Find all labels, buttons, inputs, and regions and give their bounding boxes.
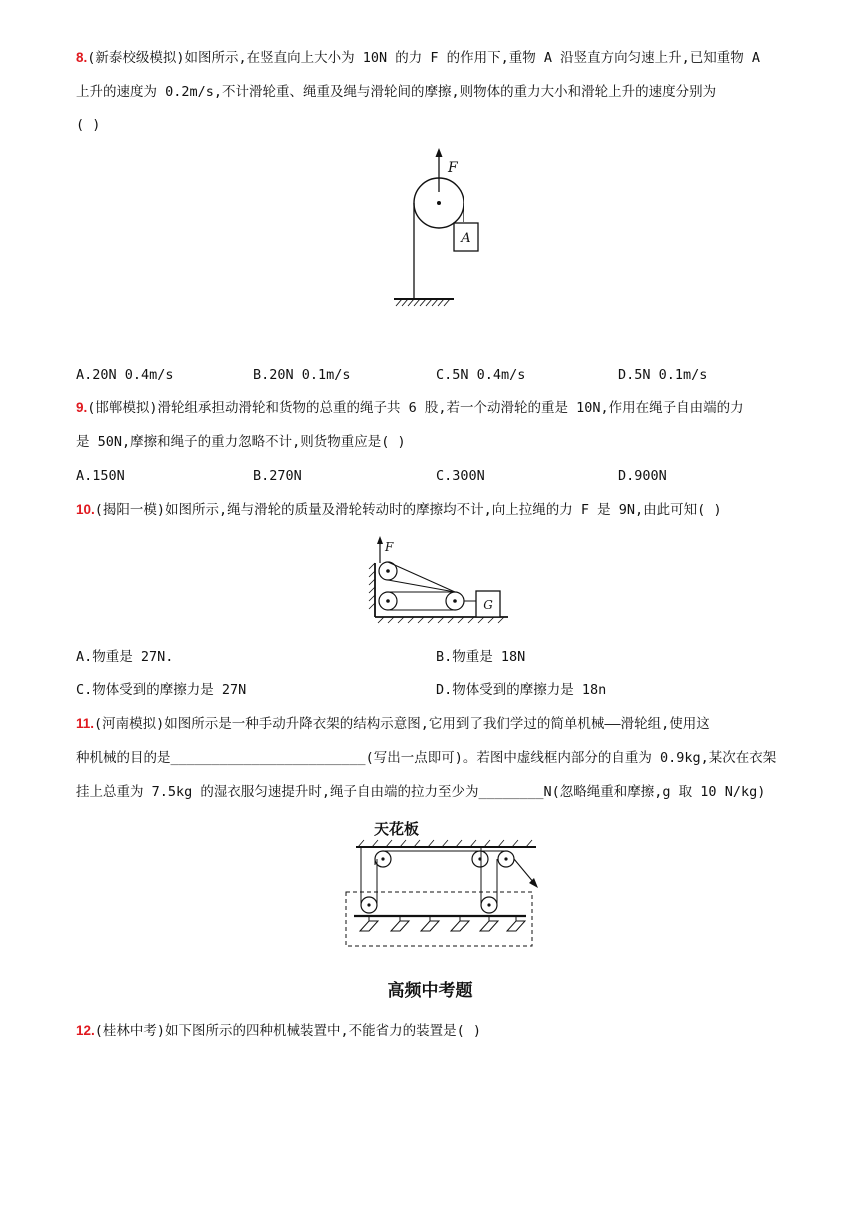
q11-clothes-rack-figure	[336, 815, 548, 957]
q12-text-1: (桂林中考)如下图所示的四种机械装置中,不能省力的装置是( )	[94, 1023, 482, 1039]
q9-text-1: (邯郸模拟)滑轮组承担动滑轮和货物的总重的绳子共 6 股,若一个动滑轮的重是 10N,作用在绳子自由端的力	[87, 400, 744, 416]
q10-line-1	[76, 500, 722, 520]
fixed-pulley-1-axle	[381, 857, 384, 860]
fixed-pulley-3-axle	[504, 857, 507, 860]
movable-pulley-axle	[453, 599, 457, 603]
q9-number: 9.	[76, 400, 88, 415]
rope-2	[388, 580, 455, 592]
free-end-rope	[514, 859, 534, 883]
block-label: G	[483, 598, 493, 612]
force-arrowhead	[377, 536, 383, 544]
upper-pulley-axle	[386, 569, 390, 573]
q8-number: 8.	[76, 50, 88, 65]
q9-option-d: D.900N	[618, 468, 667, 484]
q8-option-d: D.5N 0.1m/s	[618, 367, 708, 383]
q10-pulley-figure	[368, 533, 513, 629]
q10-option-a: A.物重是 27N.	[76, 649, 174, 665]
q8-text-1: (新泰校级模拟)如图所示,在竖直向上大小为 10N 的力 F 的作用下,重物 A 沿竖直方向匀速上升,已知重物 A	[87, 50, 761, 66]
dashed-frame	[346, 892, 532, 946]
q8-line-1	[76, 48, 760, 68]
q9-line-2: 是 50N,摩擦和绳子的重力忽略不计,则货物重应是( )	[76, 434, 406, 450]
floor-hatching	[378, 617, 504, 623]
rope-1	[388, 562, 455, 592]
force-label: F	[448, 160, 458, 176]
force-arrowhead	[436, 148, 443, 157]
q8-option-a: A.20N 0.4m/s	[76, 367, 174, 383]
q10-option-d: D.物体受到的摩擦力是 18n	[436, 682, 607, 698]
ceiling-label: 天花板	[374, 820, 420, 838]
q9-option-a: A.150N	[76, 468, 125, 484]
q8-option-b: B.20N 0.1m/s	[253, 367, 351, 383]
block-label: A	[461, 231, 471, 246]
movable-pulley-2-axle	[487, 903, 490, 906]
lower-pulley-axle	[386, 599, 390, 603]
q11-number: 11.	[76, 716, 95, 731]
q12-line-1	[76, 1021, 481, 1041]
pulley-axle	[437, 201, 441, 205]
q11-line-2: 种机械的目的是________________________(写出一点即可)。若图中虚线框内部分的自重为 0.9kg,某次在衣架	[76, 750, 777, 766]
section-heading: 高频中考题	[387, 981, 473, 1001]
free-end-arrowhead	[529, 878, 538, 888]
q10-option-b: B.物重是 18N	[436, 649, 526, 665]
ceiling-hatching	[358, 840, 532, 847]
force-label: F	[385, 540, 394, 554]
q10-number: 10.	[76, 502, 95, 517]
ground-hatching	[396, 299, 450, 306]
q11-line-3: 挂上总重为 7.5kg 的湿衣服匀速提升时,绳子自由端的拉力至少为________N(忽略绳重和摩擦,g 取 10 N/kg)	[76, 784, 766, 800]
q11-text-1: (河南模拟)如图所示是一种手动升降衣架的结构示意图,它用到了我们学过的简单机械——滑轮组,使用这	[94, 716, 710, 732]
q11-line-1	[76, 714, 710, 734]
q10-option-c: C.物体受到的摩擦力是 27N	[76, 682, 247, 698]
hangers	[360, 916, 525, 931]
movable-pulley-1-axle	[367, 903, 370, 906]
q8-line-2: 上升的速度为 0.2m/s,不计滑轮重、绳重及绳与滑轮间的摩擦,则物体的重力大小和滑轮上升的速度分别为	[76, 84, 717, 100]
q9-option-c: C.300N	[436, 468, 485, 484]
q8-block-figure	[453, 222, 479, 252]
q12-number: 12.	[76, 1023, 95, 1038]
q9-option-b: B.270N	[253, 468, 302, 484]
q10-text-1: (揭阳一模)如图所示,绳与滑轮的质量及滑轮转动时的摩擦均不计,向上拉绳的力 F 是 9N,由此可知( )	[94, 502, 722, 518]
q8-option-c: C.5N 0.4m/s	[436, 367, 526, 383]
q8-answer-blank: ( )	[76, 117, 101, 133]
q9-line-1	[76, 398, 744, 418]
